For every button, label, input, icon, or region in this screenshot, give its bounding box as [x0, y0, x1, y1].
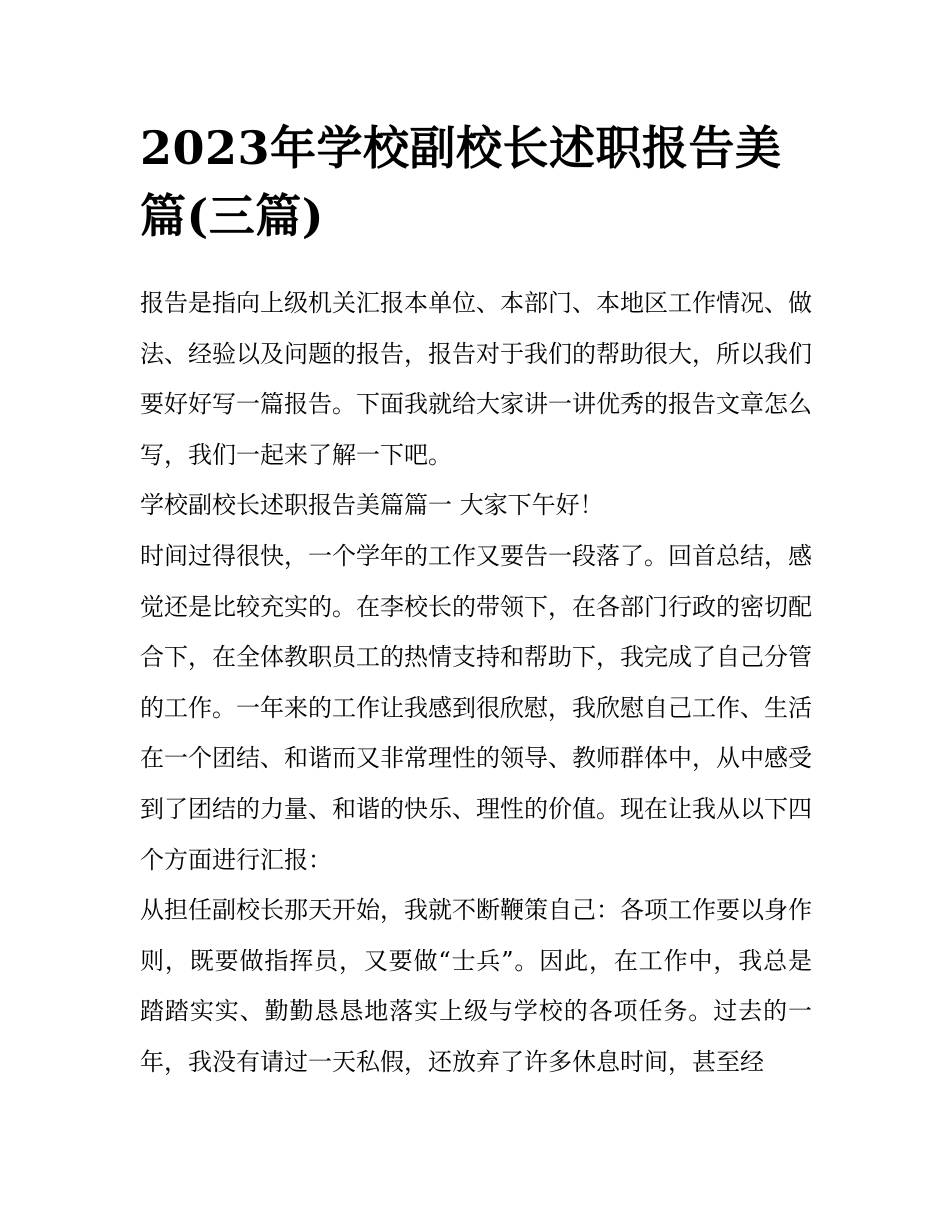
document-body — [140, 278, 812, 1088]
paragraph-duty: 从担任副校长那天开始，我就不断鞭策自己：各项工作要以身作则，既要做指挥员，又要做“士兵”。因此，在工作中，我总是踏踏实实、勤勤恳恳地落实上级与学校的各项任务。过去的一年，我没有请过一天私假，还放弃了许多休息时间，甚至经 — [140, 896, 812, 1076]
document-title: 2023年学校副校长述职报告美篇(三篇) — [140, 121, 782, 243]
paragraph-review: 时间过得很快，一个学年的工作又要告一段落了。回首总结，感觉还是比较充实的。在李校长的带领下，在各部门行政的密切配合下，在全体教职员工的热情支持和帮助下，我完成了自己分管的工作。一年来的工作让我感到很欣慰，我欣慰自己工作、生活在一个团结、和谐而又非常理性的领导、教师群体中，从中感受到了团结的力量、和谐的快乐、理性的价值。现在让我从以下四个方面进行汇报： — [140, 541, 812, 874]
paragraph-intro: 报告是指向上级机关汇报本单位、本部门、本地区工作情况、做法、经验以及问题的报告，报告对于我们的帮助很大，所以我们要好好写一篇报告。下面我就给大家讲一讲优秀的报告文章怎么写，我们一起来了解一下吧。 — [140, 289, 812, 469]
paragraph-section-heading: 学校副校长述职报告美篇篇一 大家下午好！ — [140, 491, 604, 520]
